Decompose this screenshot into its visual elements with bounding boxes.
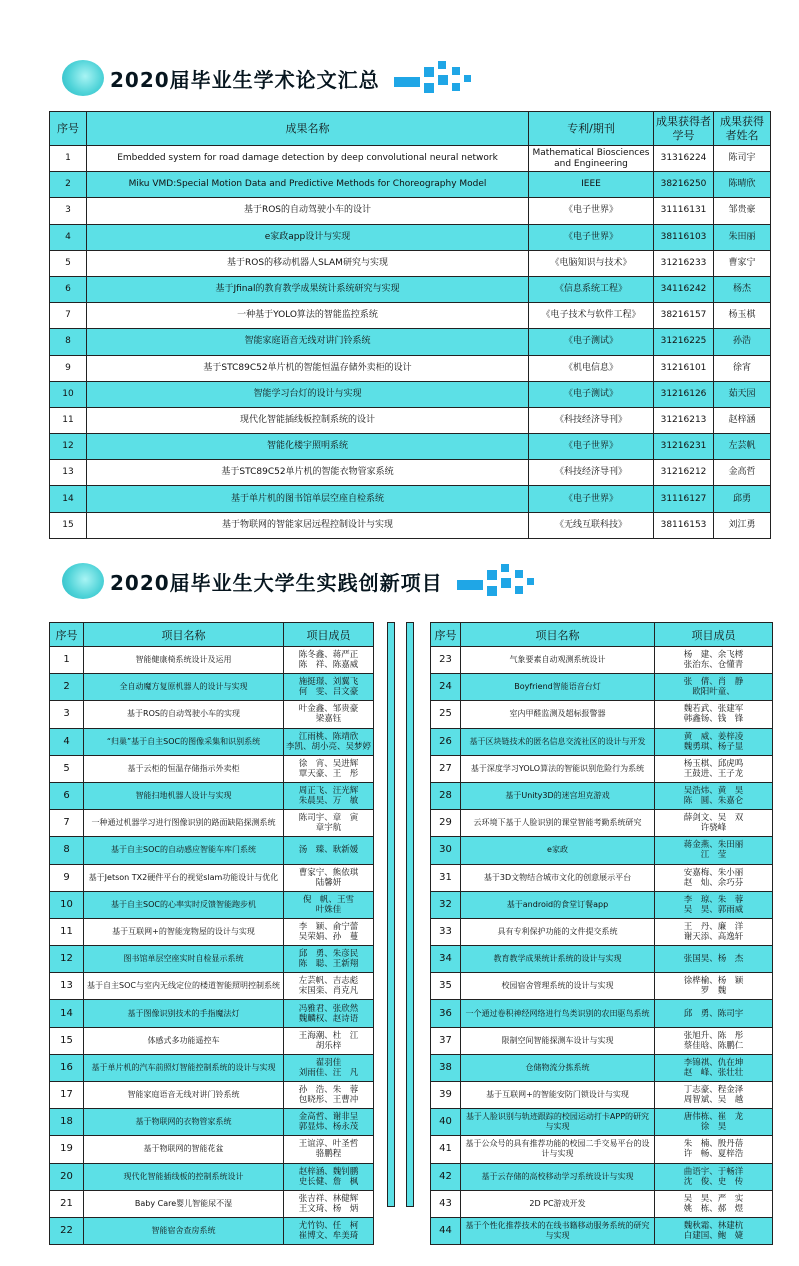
row-number: 8	[50, 329, 87, 355]
project-title: “归巢”基于自主SOC的图像采集和识别系统	[84, 728, 284, 755]
row-number: 18	[50, 1109, 84, 1136]
project-title: 基于人脸识别与轨迹跟踪的校园运动打卡APP的研究与实现	[461, 1109, 655, 1136]
table-row	[50, 782, 374, 809]
table-row	[50, 755, 374, 782]
project-title: 基于3D文物结合城市文化的创意展示平台	[461, 864, 655, 891]
row-number: 6	[50, 782, 84, 809]
row-number: 22	[50, 1217, 84, 1244]
table-row	[50, 198, 771, 224]
table-row	[50, 1000, 374, 1027]
row-number: 15	[50, 512, 87, 538]
col-header: 项目成员	[284, 623, 374, 647]
project-members: 陈冬鑫、蒋严正 陈 祥、陈嘉威	[284, 647, 374, 674]
table-row	[431, 837, 773, 864]
project-members: 曹家宁、熊依琪 陆馨妍	[284, 864, 374, 891]
table-row	[50, 329, 771, 355]
row-number: 44	[431, 1217, 461, 1244]
col-header: 序号	[50, 112, 87, 146]
table-row	[50, 146, 771, 172]
student-id: 31216213	[654, 407, 714, 433]
row-number: 29	[431, 810, 461, 837]
project-title: 基于云柜的恒温存储指示外卖柜	[84, 755, 284, 782]
bubble-decoration	[62, 60, 104, 96]
project-title: 智能宿舍查房系统	[84, 1217, 284, 1244]
row-number: 30	[431, 837, 461, 864]
table-row	[431, 728, 773, 755]
row-number: 43	[431, 1190, 461, 1217]
row-number: 6	[50, 276, 87, 302]
paper-title: Miku VMD:Special Motion Data and Predictive Methods for Choreography Model	[87, 172, 529, 198]
paper-journal: 《电子世界》	[529, 486, 654, 512]
table-row	[50, 512, 771, 538]
row-number: 24	[431, 674, 461, 701]
project-members: 汤 臻、耿新媛	[284, 837, 374, 864]
table-row	[50, 250, 771, 276]
paper-journal: IEEE	[529, 172, 654, 198]
student-id: 38116153	[654, 512, 714, 538]
table-row	[431, 864, 773, 891]
student-name: 朱田丽	[714, 224, 771, 250]
table-row	[431, 1027, 773, 1054]
row-number: 2	[50, 172, 87, 198]
student-id: 38216250	[654, 172, 714, 198]
row-number: 3	[50, 701, 84, 728]
project-title: 校园宿舍管理系统的设计与实现	[461, 973, 655, 1000]
row-number: 20	[50, 1163, 84, 1190]
row-number: 8	[50, 837, 84, 864]
paper-journal: 《电子世界》	[529, 224, 654, 250]
section-title-papers: 2020届毕业生学术论文汇总	[110, 67, 380, 92]
row-number: 5	[50, 250, 87, 276]
student-id: 31216231	[654, 434, 714, 460]
paper-title: 基于ROS的自动驾驶小车的设计	[87, 198, 529, 224]
row-number: 10	[50, 381, 87, 407]
table-row	[50, 1136, 374, 1163]
row-number: 40	[431, 1109, 461, 1136]
project-title: 仓储物流分拣系统	[461, 1054, 655, 1081]
paper-title: 现代化智能插线板控制系统的设计	[87, 407, 529, 433]
project-members: 吴浩炜、黄 昊 陈 圆、朱嘉仑	[655, 782, 773, 809]
divider-strip	[406, 622, 414, 1207]
row-number: 16	[50, 1054, 84, 1081]
student-name: 赵梓涵	[714, 407, 771, 433]
section-heading-papers	[62, 60, 474, 96]
paper-title: 基于ROS的移动机器人SLAM研究与实现	[87, 250, 529, 276]
paper-journal: 《电子测试》	[529, 329, 654, 355]
paper-title: 基于单片机的图书馆单层空座自检系统	[87, 486, 529, 512]
student-id: 34116242	[654, 276, 714, 302]
student-id: 31216225	[654, 329, 714, 355]
project-members: 王海潮、杜 江 胡乐梓	[284, 1027, 374, 1054]
project-members: 魏若武、张建军 韩鑫钖、钱 锋	[655, 701, 773, 728]
table-row	[431, 973, 773, 1000]
table-row	[50, 276, 771, 302]
student-name: 邹贵豪	[714, 198, 771, 224]
projects-table-left	[49, 622, 374, 1245]
project-title: 教育教学成果统计系统的设计与实现	[461, 946, 655, 973]
col-header: 项目成员	[655, 623, 773, 647]
project-title: 基于区块链技术的匿名信息交流社区的设计与开发	[461, 728, 655, 755]
row-number: 14	[50, 486, 87, 512]
paper-title: 智能化楼宇照明系统	[87, 434, 529, 460]
project-title: 智能家庭语音无线对讲门铃系统	[84, 1082, 284, 1109]
row-number: 3	[50, 198, 87, 224]
table-row	[431, 701, 773, 728]
project-members: 翟羽佳 刘雨佳、汪 凡	[284, 1054, 374, 1081]
row-number: 42	[431, 1163, 461, 1190]
row-number: 13	[50, 973, 84, 1000]
table-row	[50, 837, 374, 864]
student-id: 31116127	[654, 486, 714, 512]
project-members: 金高哲、谢非呈 郭显炜、杨永茂	[284, 1109, 374, 1136]
row-number: 34	[431, 946, 461, 973]
project-title: 具有专利保护功能的文件提交系统	[461, 918, 655, 945]
paper-title: Embedded system for road damage detection by deep convolutional neural network	[87, 146, 529, 172]
table-row	[50, 486, 771, 512]
table-row	[50, 918, 374, 945]
table-row	[431, 1109, 773, 1136]
project-title: 体感式多功能遥控车	[84, 1027, 284, 1054]
table-row	[431, 810, 773, 837]
table-row	[50, 973, 374, 1000]
row-number: 26	[431, 728, 461, 755]
paper-title: e家政app设计与实现	[87, 224, 529, 250]
student-name: 左芸帆	[714, 434, 771, 460]
paper-journal: 《科技经济导刊》	[529, 407, 654, 433]
project-members: 施挺璟、刘翼飞 何 雯、吕文豪	[284, 674, 374, 701]
student-name: 刘江勇	[714, 512, 771, 538]
paper-title: 智能学习台灯的设计与实现	[87, 381, 529, 407]
table-row	[431, 891, 773, 918]
student-name: 金高哲	[714, 460, 771, 486]
table-row	[50, 355, 771, 381]
row-number: 39	[431, 1082, 461, 1109]
student-name: 杨杰	[714, 276, 771, 302]
row-number: 1	[50, 647, 84, 674]
table-row	[50, 1082, 374, 1109]
project-members: 徐桦榆、杨 颖 罗 魏	[655, 973, 773, 1000]
col-header: 专利/期刊	[529, 112, 654, 146]
col-header: 序号	[431, 623, 461, 647]
project-members: 吴 昊、严 实 姚 栋、郝 煜	[655, 1190, 773, 1217]
project-members: 王 丹、廉 洋 谢天添、高逸轩	[655, 918, 773, 945]
project-title: 全自动魔方复原机器人的设计与实现	[84, 674, 284, 701]
bubble-decoration	[62, 563, 104, 599]
table-row	[50, 810, 374, 837]
table-row	[50, 172, 771, 198]
project-title: 室内甲醛监测及超标报警器	[461, 701, 655, 728]
project-title: e家政	[461, 837, 655, 864]
student-id: 38116103	[654, 224, 714, 250]
table-row	[431, 946, 773, 973]
row-number: 31	[431, 864, 461, 891]
pixel-decoration	[457, 564, 537, 598]
student-id: 31216126	[654, 381, 714, 407]
project-members: 安嘉梅、朱小丽 赵 灿、余巧芬	[655, 864, 773, 891]
student-name: 陈晴欣	[714, 172, 771, 198]
table-row	[50, 891, 374, 918]
student-name: 徐宵	[714, 355, 771, 381]
project-title: 智能健康椅系统设计及运用	[84, 647, 284, 674]
student-name: 杨玉棋	[714, 303, 771, 329]
col-header: 成果名称	[87, 112, 529, 146]
project-title: 基于互联网+的智能宠物屋的设计与实现	[84, 918, 284, 945]
projects-header-row	[50, 623, 374, 647]
project-title: 基于自主SOC与室内无线定位的楼道智能照明控制系统	[84, 973, 284, 1000]
project-members: 孙 浩、朱 蓉 包晓彤、王曹冲	[284, 1082, 374, 1109]
table-row	[50, 1027, 374, 1054]
project-members: 徐 宵、吴进辉 覃天豪、王 彤	[284, 755, 374, 782]
table-row	[50, 701, 374, 728]
row-number: 38	[431, 1054, 461, 1081]
row-number: 11	[50, 407, 87, 433]
divider-strip	[387, 622, 395, 1207]
table-row	[431, 755, 773, 782]
table-row	[50, 407, 771, 433]
row-number: 27	[431, 755, 461, 782]
project-members: 陈司宇、章 寅 章宇航	[284, 810, 374, 837]
paper-journal: 《电子测试》	[529, 381, 654, 407]
row-number: 11	[50, 918, 84, 945]
section-title-projects: 2020届毕业生大学生实践创新项目	[110, 570, 443, 595]
project-members: 左芸帆、吉志彪 宋国栾、肖克凡	[284, 973, 374, 1000]
row-number: 25	[431, 701, 461, 728]
row-number: 36	[431, 1000, 461, 1027]
table-row	[50, 647, 374, 674]
table-row	[431, 1054, 773, 1081]
project-title: 基于深度学习YOLO算法的智能识别危险行为系统	[461, 755, 655, 782]
paper-journal: 《无线互联科技》	[529, 512, 654, 538]
table-row	[431, 782, 773, 809]
student-name: 陈司宇	[714, 146, 771, 172]
project-title: 基于图像识别技术的手指魔法灯	[84, 1000, 284, 1027]
row-number: 7	[50, 303, 87, 329]
paper-journal: 《科技经济导刊》	[529, 460, 654, 486]
project-members: 冯雅君、张欣然 魏麟权、赵诗语	[284, 1000, 374, 1027]
student-name: 邱勇	[714, 486, 771, 512]
project-title: Boyfriend智能语音台灯	[461, 674, 655, 701]
table-row	[50, 864, 374, 891]
table-row	[431, 1163, 773, 1190]
project-members: 李 琼、朱 蓉 吴 昊、郭雨威	[655, 891, 773, 918]
row-number: 9	[50, 355, 87, 381]
project-title: 云环境下基于人脸识别的课堂智能考勤系统研究	[461, 810, 655, 837]
project-title: Baby Care婴儿智能尿不湿	[84, 1190, 284, 1217]
row-number: 32	[431, 891, 461, 918]
row-number: 13	[50, 460, 87, 486]
project-members: 李锦祺、仇在坤 赵 峰、张壮壮	[655, 1054, 773, 1081]
papers-table	[49, 111, 771, 539]
table-row	[431, 1217, 773, 1244]
project-members: 曲语宇、于畅洋 沈 俊、史 传	[655, 1163, 773, 1190]
row-number: 19	[50, 1136, 84, 1163]
project-title: 基于自主SOC的心率实时反馈智能跑步机	[84, 891, 284, 918]
project-members: 张国昊、杨 杰	[655, 946, 773, 973]
project-title: 限制空间智能探测车设计与实现	[461, 1027, 655, 1054]
project-title: 基于云存储的高校移动学习系统设计与实现	[461, 1163, 655, 1190]
papers-header-row	[50, 112, 771, 146]
project-members: 蒋金燕、朱田丽 江 莹	[655, 837, 773, 864]
row-number: 41	[431, 1136, 461, 1163]
student-id: 31216233	[654, 250, 714, 276]
projects-table-right	[430, 622, 773, 1245]
project-title: 一种通过机器学习进行图像识别的路面缺陷探测系统	[84, 810, 284, 837]
table-row	[431, 1136, 773, 1163]
table-row	[431, 918, 773, 945]
table-row	[431, 1082, 773, 1109]
project-members: 倪 帆、王雪 叶姝佳	[284, 891, 374, 918]
project-members: 江雨桃、陈靖欣 李凯、胡小亮、吴梦婷	[284, 728, 374, 755]
project-members: 唐伟栋、崔 龙 徐 昊	[655, 1109, 773, 1136]
project-title: 基于物联网的衣物管家系统	[84, 1109, 284, 1136]
project-members: 杨玉棋、邱虎鸣 王鼓进、王子龙	[655, 755, 773, 782]
project-title: 基于个性化推荐技术的在线书籍移动服务系统的研究与实现	[461, 1217, 655, 1244]
table-row	[50, 1190, 374, 1217]
project-title: 图书馆单层空座实时自检显示系统	[84, 946, 284, 973]
table-row	[50, 434, 771, 460]
project-members: 薛剑文、吴 双 许骁峰	[655, 810, 773, 837]
student-id: 31116131	[654, 198, 714, 224]
row-number: 14	[50, 1000, 84, 1027]
project-members: 李 颖、俞宁蕾 吴荣娟、孙 蔓	[284, 918, 374, 945]
project-title: 一个通过卷积神经网络进行鸟类识别的农田驱鸟系统	[461, 1000, 655, 1027]
project-title: 基于自主SOC的自动感应智能车库门系统	[84, 837, 284, 864]
project-members: 丁志豪、程金泽 周智斌、吴 越	[655, 1082, 773, 1109]
project-title: 2D PC游戏开发	[461, 1190, 655, 1217]
table-row	[431, 1190, 773, 1217]
paper-journal: Mathematical Biosciences and Engineering	[529, 146, 654, 172]
student-id: 31216101	[654, 355, 714, 381]
student-name: 茹天园	[714, 381, 771, 407]
row-number: 10	[50, 891, 84, 918]
project-members: 张 倩、肖 静 欧阳叶童、	[655, 674, 773, 701]
paper-journal: 《信息系统工程》	[529, 276, 654, 302]
project-title: 基于ROS的自动驾驶小车的实现	[84, 701, 284, 728]
row-number: 35	[431, 973, 461, 1000]
row-number: 4	[50, 728, 84, 755]
student-name: 孙浩	[714, 329, 771, 355]
table-row	[50, 1163, 374, 1190]
project-members: 邱 勇、陈司宇	[655, 1000, 773, 1027]
table-row	[50, 303, 771, 329]
project-members: 王谊淳、叶圣哲 骆鹏程	[284, 1136, 374, 1163]
row-number: 2	[50, 674, 84, 701]
table-row	[50, 381, 771, 407]
row-number: 1	[50, 146, 87, 172]
col-header: 序号	[50, 623, 84, 647]
pixel-decoration	[394, 61, 474, 95]
row-number: 12	[50, 434, 87, 460]
student-id: 31216212	[654, 460, 714, 486]
row-number: 9	[50, 864, 84, 891]
paper-title: 基于STC89C52单片机的智能衣物管家系统	[87, 460, 529, 486]
table-row	[431, 1000, 773, 1027]
row-number: 17	[50, 1082, 84, 1109]
paper-title: 智能家庭语音无线对讲门铃系统	[87, 329, 529, 355]
project-title: 基于Jetson TX2硬件平台的视觉slam功能设计与优化	[84, 864, 284, 891]
row-number: 37	[431, 1027, 461, 1054]
project-members: 黄 威、姜梓凌 魏勇琪、杨子显	[655, 728, 773, 755]
row-number: 15	[50, 1027, 84, 1054]
paper-title: 基于STC89C52单片机的智能恒温存储外卖柜的设计	[87, 355, 529, 381]
row-number: 7	[50, 810, 84, 837]
project-title: 智能扫地机器人设计与实现	[84, 782, 284, 809]
project-title: 现代化智能插线板的控制系统设计	[84, 1163, 284, 1190]
project-members: 叶金鑫、邹贵豪 梁嘉钰	[284, 701, 374, 728]
row-number: 23	[431, 647, 461, 674]
paper-journal: 《电子技术与软件工程》	[529, 303, 654, 329]
table-row	[50, 460, 771, 486]
paper-title: 基于Jfinal的教育教学成果统计系统研究与实现	[87, 276, 529, 302]
table-row	[431, 674, 773, 701]
paper-journal: 《电脑知识与技术》	[529, 250, 654, 276]
row-number: 33	[431, 918, 461, 945]
project-members: 朱 楠、殷丹蓓 许 畅、夏梓浩	[655, 1136, 773, 1163]
table-row	[50, 728, 374, 755]
table-row	[50, 674, 374, 701]
project-title: 气象要素自动观测系统设计	[461, 647, 655, 674]
project-title: 基于互联网+的智能安防门锁设计与实现	[461, 1082, 655, 1109]
project-members: 周正飞、汪光辉 朱晨昊、万 敏	[284, 782, 374, 809]
project-title: 基于Unity3D的迷宫坦克游戏	[461, 782, 655, 809]
project-members: 尤竹钧、任 柯 崔博文、牟美琦	[284, 1217, 374, 1244]
student-name: 曹家宁	[714, 250, 771, 276]
paper-journal: 《电子世界》	[529, 434, 654, 460]
row-number: 5	[50, 755, 84, 782]
table-row	[50, 1109, 374, 1136]
project-members: 杨 建、余飞樗 张治东、仓懂青	[655, 647, 773, 674]
table-row	[50, 224, 771, 250]
paper-title: 基于物联网的智能家居远程控制设计与实现	[87, 512, 529, 538]
projects-header-row	[431, 623, 773, 647]
col-header: 成果获得者姓名	[714, 112, 771, 146]
project-title: 基于单片机的汽车前照灯智能控制系统的设计与实现	[84, 1054, 284, 1081]
student-id: 38216157	[654, 303, 714, 329]
project-members: 邱 勇、朱彦民 陈 聪、王新翔	[284, 946, 374, 973]
section-heading-projects	[62, 563, 537, 599]
row-number: 12	[50, 946, 84, 973]
project-title: 基于物联网的智能花盆	[84, 1136, 284, 1163]
paper-journal: 《机电信息》	[529, 355, 654, 381]
student-id: 31316224	[654, 146, 714, 172]
project-members: 张旭升、陈 彤 蔡佳晗、陈鹏仁	[655, 1027, 773, 1054]
paper-title: 一种基于YOLO算法的智能监控系统	[87, 303, 529, 329]
table-row	[50, 1054, 374, 1081]
project-members: 赵梓涵、魏钊鹏 史长健、詹 枫	[284, 1163, 374, 1190]
col-header: 成果获得者学号	[654, 112, 714, 146]
row-number: 4	[50, 224, 87, 250]
project-title: 基于android的食堂订餐app	[461, 891, 655, 918]
table-row	[50, 946, 374, 973]
col-header: 项目名称	[84, 623, 284, 647]
row-number: 21	[50, 1190, 84, 1217]
col-header: 项目名称	[461, 623, 655, 647]
row-number: 28	[431, 782, 461, 809]
paper-journal: 《电子世界》	[529, 198, 654, 224]
table-row	[50, 1217, 374, 1244]
table-row	[431, 647, 773, 674]
project-title: 基于公众号的具有推荐功能的校园二手交易平台的设计与实现	[461, 1136, 655, 1163]
project-members: 魏秋霜、林建杭 白建国、鲍 婕	[655, 1217, 773, 1244]
project-members: 张吉祥、林健辉 王文琦、杨 炳	[284, 1190, 374, 1217]
